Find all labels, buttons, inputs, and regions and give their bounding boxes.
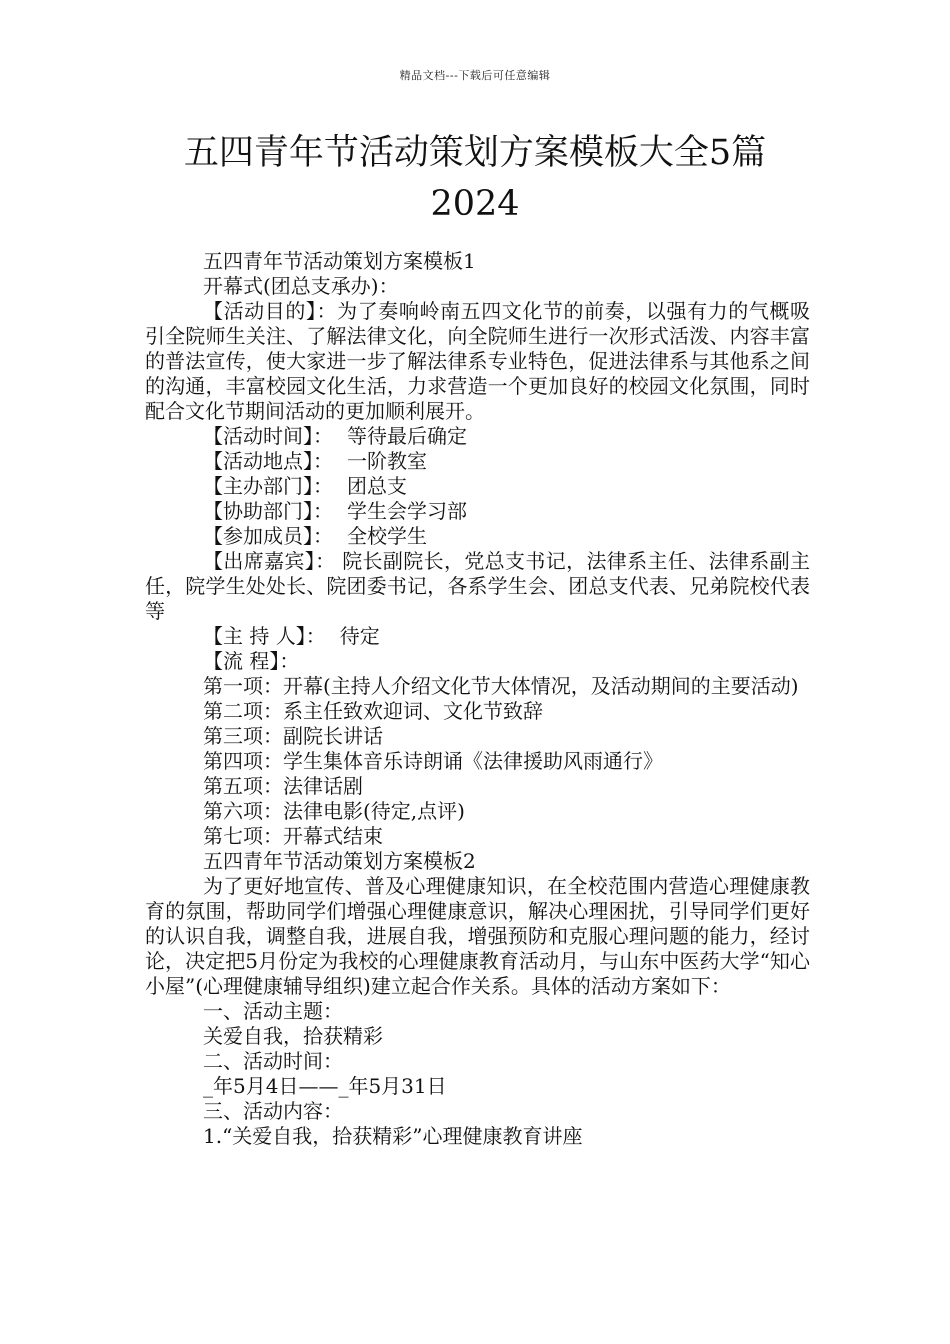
- field-host: [145, 474, 810, 499]
- title-line-1: 五四青年节活动策划方案模板大全5篇: [183, 133, 767, 173]
- section2-heading: 五四青年节活动策划方案模板2: [203, 849, 476, 873]
- section1-heading: 五四青年节活动策划方案模板1: [203, 249, 476, 273]
- section2-theme-value: 关爱自我，拾获精彩: [203, 1024, 383, 1048]
- field-assist-value: 学生会学习部: [347, 499, 467, 523]
- field-flow-label: 【流 程】：: [203, 649, 300, 673]
- flow-step-6: 第六项：法律电影(待定,点评): [203, 799, 465, 823]
- field-time-label: 【活动时间】：: [203, 424, 333, 448]
- field-host-label: 【主办部门】：: [203, 474, 333, 498]
- field-time-value: 等待最后确定: [347, 424, 467, 448]
- document-body: [145, 249, 810, 1149]
- flow-step-2: 第二项：系主任致欢迎词、文化节致辞: [203, 699, 543, 723]
- flow-step-3: 第三项：副院长讲话: [203, 724, 383, 748]
- section2-time-label: 二、活动时间：: [203, 1049, 343, 1073]
- field-time: [145, 424, 810, 449]
- field-guests: 【出席嘉宾】： 院长副院长，党总支书记，法律系主任、法律系副主任，院学生处处长、院团委书记，各系学生会、团总支代表、兄弟院校代表等: [145, 549, 810, 623]
- section2-theme-label: 一、活动主题：: [203, 999, 343, 1023]
- document-title: [120, 128, 830, 230]
- field-place-label: 【活动地点】：: [203, 449, 333, 473]
- field-members: [145, 524, 810, 549]
- field-mc-label: 【主 持 人】：: [203, 624, 326, 648]
- field-place-value: 一阶教室: [347, 449, 427, 473]
- field-mc-value: 待定: [339, 624, 380, 648]
- section2-intro: 为了更好地宣传、普及心理健康知识，在全校范围内营造心理健康教育的氛围，帮助同学们增强心理健康意识，解决心理困扰，引导同学们更好的认识自我，调整自我，进展自我，增强预防和克服心理问题的能力，经讨论，决定把5月份定为我校的心理健康教育活动月，与山东中医药大学“知心小屋”(心理健康辅导组织)建立起合作关系。具体的活动方案如下：: [145, 874, 810, 998]
- field-assist-label: 【协助部门】：: [203, 499, 333, 523]
- section1-opening: 开幕式(团总支承办)：: [203, 274, 399, 298]
- field-host-value: 团总支: [347, 474, 407, 498]
- page-header: 精品文档---下载后可任意编辑: [399, 69, 551, 82]
- field-members-value: 全校学生: [347, 524, 427, 548]
- field-assist: [145, 499, 810, 524]
- field-mc: [145, 624, 810, 649]
- section2-time-value: _年5月4日——_年5月31日: [203, 1074, 447, 1098]
- field-members-label: 【参加成员】：: [203, 524, 333, 548]
- section2-content-item-1: 1.“关爱自我，拾获精彩”心理健康教育讲座: [203, 1124, 583, 1148]
- flow-step-5: 第五项：法律话剧: [203, 774, 363, 798]
- title-line-2: 2024: [430, 184, 520, 224]
- field-place: [145, 449, 810, 474]
- section1-purpose: 【活动目的】：为了奏响岭南五四文化节的前奏，以强有力的气概吸引全院师生关注、了解法律文化，向全院师生进行一次形式活泼、内容丰富的普法宣传，使大家进一步了解法律系专业特色，促进法律系与其他系之间的沟通，丰富校园文化生活，力求营造一个更加良好的校园文化氛围，同时配合文化节期间活动的更加顺利展开。: [145, 299, 810, 423]
- section2-content-label: 三、活动内容：: [203, 1099, 343, 1123]
- flow-step-4: 第四项：学生集体音乐诗朗诵《法律援助风雨通行》: [203, 749, 663, 773]
- flow-step-7: 第七项：开幕式结束: [203, 824, 383, 848]
- flow-step-1: 第一项：开幕(主持人介绍文化节大体情况，及活动期间的主要活动): [203, 674, 799, 698]
